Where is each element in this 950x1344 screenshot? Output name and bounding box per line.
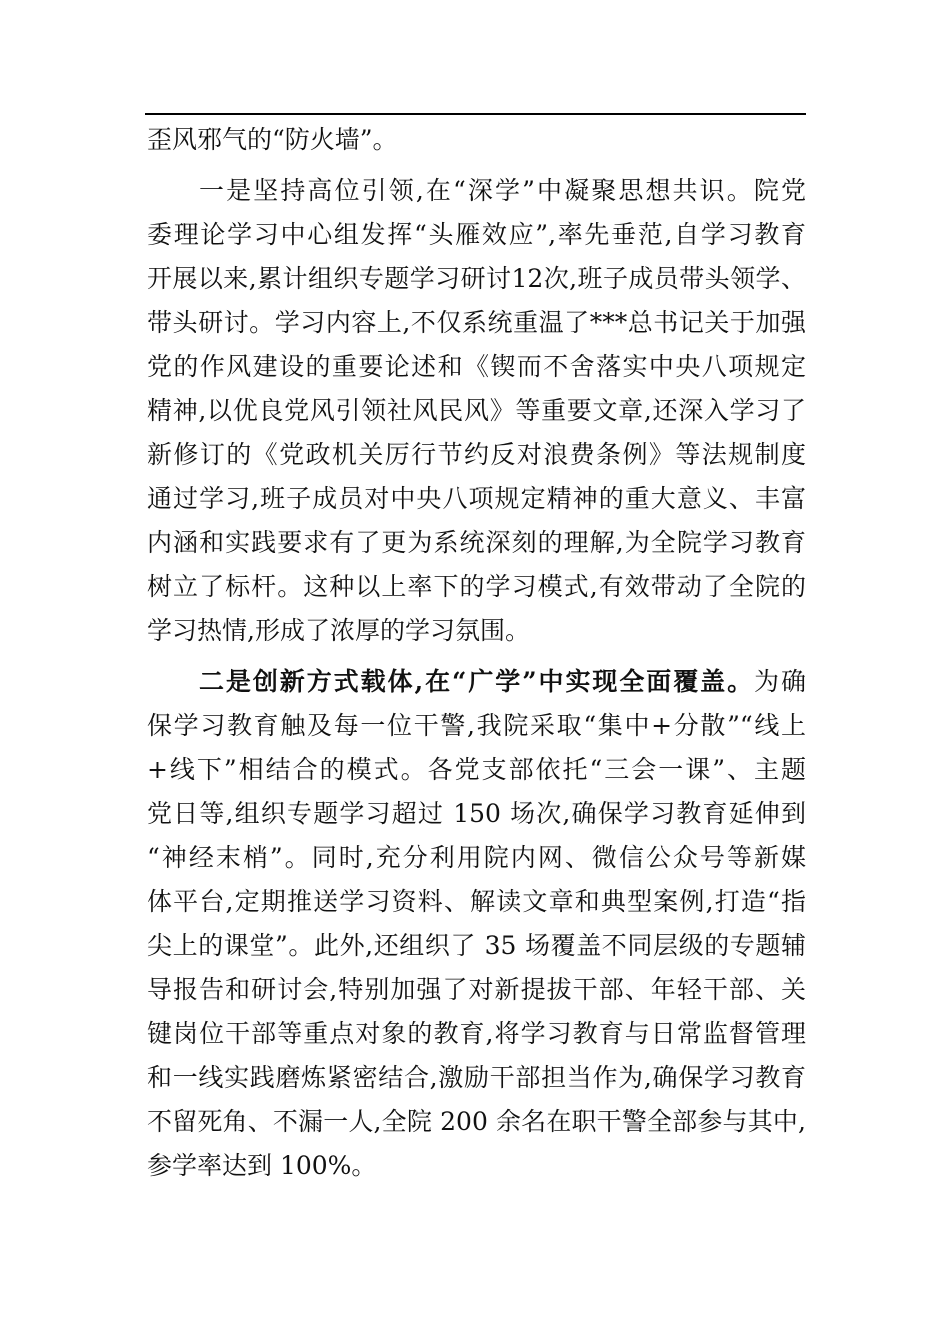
text-line: 尖上的课堂”。此外,还组织了 35 场覆盖不同层级的专题辅 [147,931,806,960]
text-line: 学习热情,形成了浓厚的学习氛围。 [147,616,530,645]
text-line: 带头研讨。学习内容上,不仅系统重温了***总书记关于加强 [147,308,806,337]
text-line: 和一线实践磨炼紧密结合,激励干部担当作为,确保学习教育 [147,1063,806,1092]
text-line: 通过学习,班子成员对中央八项规定精神的重大意义、丰富 [147,484,806,513]
text-line: 委理论学习中心组发挥“头雁效应”,率先垂范,自学习教育 [147,220,806,249]
paragraph-broad-study [147,660,806,1188]
text-line: 精神,以优良党风引领社风民风》等重要文章,还深入学习了 [147,396,806,425]
text-line: 党的作风建设的重要论述和《锲而不舍落实中央八项规定 [147,352,806,381]
text-line: “神经末梢”。同时,充分利用院内网、微信公众号等新媒 [147,843,806,872]
text-line: 歪风邪气的“防火墙”。 [147,125,398,154]
text-line: 树立了标杆。这种以上率下的学习模式,有效带动了全院的 [147,572,806,601]
text-line: 保学习教育触及每一位干警,我院采取“集中+分散”“线上 [147,711,806,740]
paragraph-heading: 二是创新方式载体,在“广学”中实现全面覆盖。 [199,667,755,696]
text-line: +线下”相结合的模式。各党支部依托“三会一课”、主题 [147,755,806,784]
text-line: 键岗位干部等重点对象的教育,将学习教育与日常监督管理 [147,1019,806,1048]
text-line: 不留死角、不漏一人,全院 200 余名在职干警全部参与其中, [147,1107,806,1136]
paragraph-deep-study [147,169,806,653]
text-line: 导报告和研讨会,特别加强了对新提拔干部、年轻干部、关 [147,975,806,1004]
document-body [147,118,806,1195]
text-line: 党日等,组织专题学习超过 150 场次,确保学习教育延伸到 [147,799,806,828]
text-line: 体平台,定期推送学习资料、解读文章和典型案例,打造“指 [147,887,806,916]
header-rule [145,113,806,115]
text-line: 新修订的《党政机关厉行节约反对浪费条例》等法规制度 [147,440,806,469]
text-line [147,660,806,704]
text-line: 开展以来,累计组织专题学习研讨12次,班子成员带头领学、 [147,264,806,293]
text-line: 一是坚持高位引领,在“深学”中凝聚思想共识。院党 [199,176,806,205]
text-line: 内涵和实践要求有了更为系统深刻的理解,为全院学习教育 [147,528,806,557]
paragraph-continuation [147,118,806,162]
text-span: 为确 [754,667,806,696]
text-line: 参学率达到 100%。 [147,1151,377,1180]
